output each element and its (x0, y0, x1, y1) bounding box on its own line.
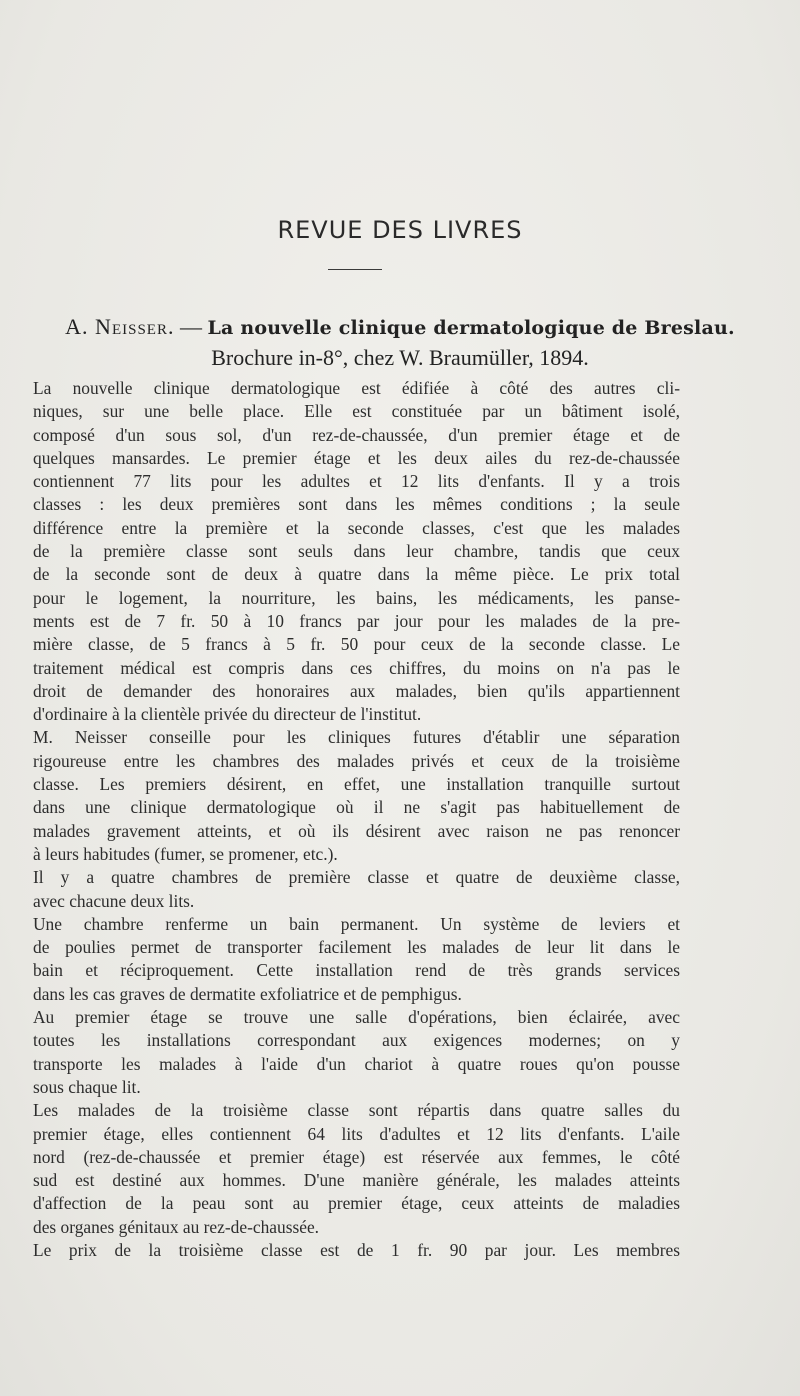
text-line: rigoureuse entre les chambres des malades privés et ceux de la troisième (33, 750, 680, 771)
text-line: Il y a quatre chambres de première classe et quatre de deuxième classe, (33, 867, 680, 888)
citation-author: A. Neisser. (65, 314, 175, 339)
text-line: des organes génitaux au rez-de-chaussée. (33, 1216, 320, 1237)
text-line: nord (rez-de-chaussée et premier étage) est réservée aux femmes, le côté (33, 1146, 680, 1167)
paragraph (33, 377, 680, 726)
paragraph (33, 1099, 680, 1239)
text-line: transporte les malades à l'aide d'un chariot à quatre roues qu'on pousse (33, 1053, 680, 1074)
text-line: bain et réciproquement. Cette installation rend de très grands services (33, 960, 680, 981)
text-line: niques, sur une belle place. Elle est constituée par un bâtiment isolé, (33, 401, 680, 422)
text-line: sud est destiné aux hommes. D'une manière générale, les malades atteints (33, 1170, 680, 1191)
text-line: différence entre la première et la seconde classes, c'est que les malades (33, 517, 680, 538)
paragraph (33, 913, 680, 1006)
text-line: Le prix de la troisième classe est de 1 fr. 90 par jour. Les membres (33, 1239, 680, 1260)
text-line: classes : les deux premières sont dans les mêmes conditions ; la seule (33, 494, 680, 515)
heading-divider (328, 269, 382, 270)
text-line: Les malades de la troisième classe sont répartis dans quatre salles du (33, 1100, 680, 1121)
text-line: de la seconde sont de deux à quatre dans la même pièce. Le prix total (33, 564, 680, 585)
citation-publication: Brochure in-8°, chez W. Braumüller, 1894. (211, 345, 589, 370)
text-line: pour le logement, la nourriture, les bains, les médicaments, les panse- (33, 587, 680, 608)
text-line: de poulies permet de transporter facilement les malades de leur lit dans le (33, 937, 680, 958)
text-line: dans les cas graves de dermatite exfoliatrice et de pemphigus. (33, 983, 462, 1004)
text-line: de la première classe sont seuls dans leur chambre, tandis que ceux (33, 541, 680, 562)
text-line: d'affection de la peau sont au premier étage, ceux atteints de maladies (33, 1193, 680, 1214)
text-line: Au premier étage se trouve une salle d'opérations, bien éclairée, avec (33, 1007, 680, 1028)
citation-title: La nouvelle clinique dermatologique de Breslau. (207, 317, 735, 339)
review-body (33, 377, 680, 1262)
text-line: malades gravement atteints, et où ils désirent avec raison ne pas renoncer (33, 820, 680, 841)
paragraph (33, 726, 680, 866)
text-line: contiennent 77 lits pour les adultes et 12 lits d'enfants. Il y a trois (33, 471, 680, 492)
citation-dash: — (174, 314, 208, 339)
text-line: classe. Les premiers désirent, en effet, une installation tranquille surtout (33, 774, 680, 795)
text-line: composé d'un sous sol, d'un rez-de-chaussée, d'un premier étage et de (33, 424, 680, 445)
section-heading: REVUE DES LIVRES (277, 216, 523, 244)
text-line: sous chaque lit. (33, 1076, 141, 1097)
text-line: avec chacune deux lits. (33, 890, 195, 911)
text-line: dans une clinique dermatologique où il ne s'agit pas habituellement de (33, 797, 680, 818)
text-line: mière classe, de 5 francs à 5 fr. 50 pour ceux de la seconde classe. Le (33, 634, 680, 655)
text-line: d'ordinaire à la clientèle privée du directeur de l'institut. (33, 704, 422, 725)
citation-first-line (36, 312, 764, 343)
paragraph (33, 1239, 680, 1262)
text-line: toutes les installations correspondant aux exigences modernes; on y (33, 1030, 680, 1051)
book-citation (36, 312, 764, 372)
text-line: quelques mansardes. Le premier étage et les deux ailes du rez-de-chaussée (33, 447, 680, 468)
text-line: premier étage, elles contiennent 64 lits d'adultes et 12 lits d'enfants. L'aile (33, 1123, 680, 1144)
text-line: traitement médical est compris dans ces chiffres, du moins on n'a pas le (33, 657, 680, 678)
text-line: à leurs habitudes (fumer, se promener, etc.). (33, 843, 338, 864)
paragraph (33, 1006, 680, 1099)
paragraph (33, 866, 680, 913)
text-line: M. Neisser conseille pour les cliniques futures d'établir une séparation (33, 727, 680, 748)
text-line: La nouvelle clinique dermatologique est édifiée à côté des autres cli- (33, 378, 680, 398)
text-line: droit de demander des honoraires aux malades, bien qu'ils appartiennent (33, 680, 680, 701)
text-line: ments est de 7 fr. 50 à 10 francs par jour pour les malades de la pre- (33, 610, 680, 631)
text-line: Une chambre renferme un bain permanent. Un système de leviers et (33, 913, 680, 934)
